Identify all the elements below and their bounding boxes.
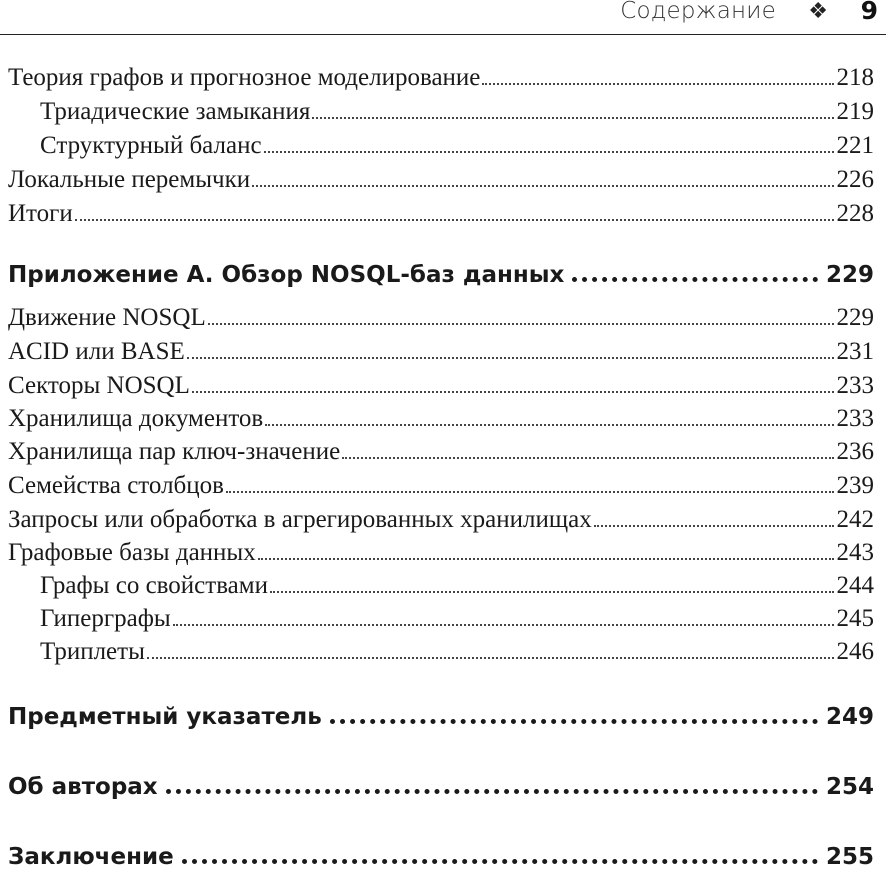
toc-entry-page: 221 (836, 132, 874, 159)
dot-leader (182, 858, 818, 864)
toc-entry-label: Гиперграфы (40, 605, 171, 632)
toc-entry-label: Структурный баланс (40, 132, 262, 159)
ornament-icon: ❖ (808, 0, 828, 24)
toc-entry[interactable] (8, 303, 874, 333)
dot-leader (572, 276, 818, 282)
dot-leader (226, 490, 834, 493)
toc-entry[interactable] (8, 471, 874, 501)
dot-leader (173, 623, 834, 626)
dot-leader (166, 788, 818, 794)
toc-entry-page: 226 (836, 166, 874, 193)
toc-subentry[interactable] (40, 571, 874, 601)
toc-entry-label: Графы со свойствами (40, 572, 268, 599)
toc-subentry[interactable] (40, 604, 874, 634)
toc-entry-label: Хранилища пар ключ-значение (8, 438, 341, 465)
toc-chapter-label: Заключение (8, 844, 174, 870)
toc-entry[interactable] (8, 371, 874, 401)
toc-entry-page: 219 (836, 98, 874, 125)
toc-entry-label: Итоги (8, 200, 73, 227)
toc-subentry[interactable] (40, 131, 874, 161)
toc-entry[interactable] (8, 337, 874, 367)
toc-entry-page: 233 (836, 372, 874, 399)
dot-leader (342, 456, 833, 459)
running-header-title: Содержание (620, 0, 776, 24)
toc-entry-label: Хранилища документов (8, 405, 264, 432)
toc-entry[interactable] (8, 199, 874, 229)
toc-entry-label: ACID или BASE (8, 338, 185, 365)
toc-entry-page: 218 (836, 64, 874, 91)
toc-entry-page: 244 (836, 572, 874, 599)
dot-leader (208, 322, 834, 325)
toc-entry-label: Локальные перемычки (8, 166, 251, 193)
toc-subentry[interactable] (40, 97, 874, 127)
toc-entry[interactable] (8, 165, 874, 195)
toc-entry-page: 243 (836, 539, 874, 566)
dot-leader (265, 423, 833, 426)
dot-leader (258, 557, 834, 560)
dot-leader (192, 390, 834, 393)
toc-entry-page: 233 (836, 405, 874, 432)
toc-entry-label: Триадические замыкания (40, 98, 311, 125)
toc-entry-page: 242 (836, 506, 874, 533)
toc-entry-page: 246 (836, 638, 874, 665)
toc-entry-label: Семейства столбцов (8, 472, 224, 499)
toc-entry-page: 239 (836, 472, 874, 499)
toc-chapter-index[interactable] (8, 702, 874, 732)
toc-chapter-appendix-a[interactable] (8, 260, 874, 290)
page-number: 9 (860, 0, 878, 25)
toc-chapter-label: Об авторах (8, 774, 158, 800)
toc-entry-label: Запросы или обработка в агрегированных хранилищах (8, 506, 592, 533)
toc-chapter-label: Предметный указатель (8, 704, 322, 730)
toc-entry-page: 236 (836, 438, 874, 465)
toc-entry-page: 229 (836, 304, 874, 331)
toc-entry[interactable] (8, 505, 874, 535)
dot-leader (330, 718, 818, 724)
toc-chapter-about-authors[interactable] (8, 772, 874, 802)
dot-leader (482, 82, 833, 85)
toc-chapter-label: Приложение A. Обзор NOSQL-баз данных (8, 262, 565, 288)
page-header (0, 0, 886, 35)
dot-leader (147, 656, 834, 659)
toc-chapter-conclusion[interactable] (8, 842, 874, 872)
dot-leader (312, 116, 833, 119)
toc-chapter-page: 229 (825, 262, 874, 288)
dot-leader (264, 150, 834, 153)
toc-entry[interactable] (8, 404, 874, 434)
toc-subentry[interactable] (40, 637, 874, 667)
toc-entry-page: 245 (836, 605, 874, 632)
toc-entry-label: Графовые базы данных (8, 539, 256, 566)
toc-chapter-page: 249 (825, 704, 874, 730)
toc-entry-label: Триплеты (40, 638, 145, 665)
toc-entry[interactable] (8, 63, 874, 93)
toc-entry-label: Теория графов и прогнозное моделирование (8, 64, 481, 91)
toc-entry-page: 228 (836, 200, 874, 227)
toc-chapter-page: 254 (825, 774, 874, 800)
toc-entry-page: 231 (836, 338, 874, 365)
toc-entry-label: Секторы NOSQL (8, 372, 190, 399)
toc-entry[interactable] (8, 538, 874, 568)
toc-entry[interactable] (8, 437, 874, 467)
dot-leader (270, 590, 834, 593)
dot-leader (252, 184, 833, 187)
dot-leader (594, 524, 834, 527)
toc-entry-label: Движение NOSQL (8, 304, 206, 331)
dot-leader (75, 218, 834, 221)
dot-leader (187, 356, 834, 359)
toc-chapter-page: 255 (825, 844, 874, 870)
